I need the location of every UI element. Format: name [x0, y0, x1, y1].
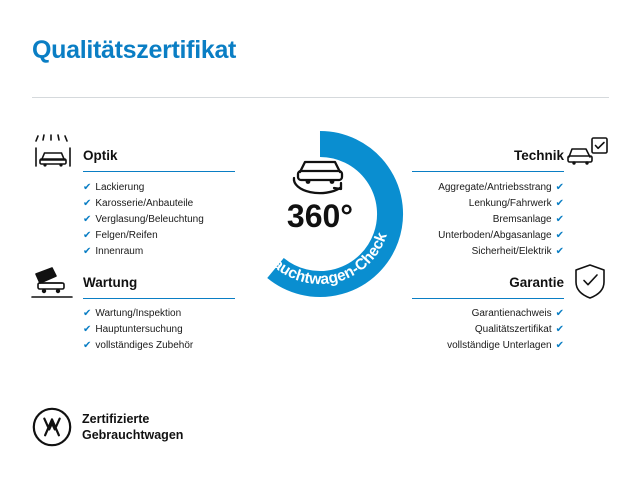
item-label: Bremsanlage [492, 214, 552, 225]
list-item [438, 228, 564, 244]
item-label: Qualitätszertifikat [474, 324, 552, 335]
list-item [438, 196, 564, 212]
section-rule-garantie [412, 298, 564, 299]
item-label: Felgen/Reifen [95, 230, 158, 241]
list-item [447, 322, 564, 338]
list-item [83, 196, 204, 212]
section-rule-optik [83, 171, 235, 172]
list-item [83, 244, 204, 260]
check-icon: ✔ [83, 246, 92, 257]
check-icon: ✔ [83, 198, 92, 209]
check-icon: ✔ [555, 324, 564, 335]
list-item [83, 322, 193, 338]
list-item [438, 180, 564, 196]
check-icon: ✔ [83, 340, 92, 351]
check-icon: ✔ [83, 230, 92, 241]
check-icon: ✔ [555, 246, 564, 257]
section-rule-wartung [83, 298, 235, 299]
footer-line-2: Gebrauchtwagen [82, 428, 184, 442]
gebrauchtwagen-check-badge [228, 122, 412, 306]
badge-ring-text: Gebrauchtwagen-Check [249, 229, 391, 289]
list-item [83, 306, 193, 322]
check-icon: ✔ [555, 230, 564, 241]
section-rule-technik [412, 171, 564, 172]
item-label: Innenraum [95, 246, 144, 257]
section-heading-wartung: Wartung [83, 275, 138, 290]
check-icon: ✔ [83, 182, 92, 193]
item-label: Verglasung/Beleuchtung [95, 214, 204, 225]
item-label: vollständiges Zubehör [95, 340, 194, 351]
check-icon: ✔ [83, 324, 92, 335]
footer-brand [32, 405, 292, 453]
item-label: Wartung/Inspektion [95, 308, 182, 319]
section-items-optik [83, 180, 204, 260]
item-label: Unterboden/Abgasanlage [438, 230, 552, 241]
item-label: Lackierung [95, 182, 145, 193]
section-heading-technik: Technik [513, 148, 564, 163]
check-icon: ✔ [555, 308, 564, 319]
item-label: Garantienachweis [471, 308, 552, 319]
list-item [447, 306, 564, 322]
item-label: Sicherheit/Elektrik [471, 246, 552, 257]
item-label: Karosserie/Anbauteile [95, 198, 194, 209]
car-wash-icon [30, 132, 76, 170]
car-lift-icon [28, 262, 76, 302]
title-divider [32, 97, 609, 98]
list-item [83, 228, 204, 244]
item-label: Hauptuntersuchung [95, 324, 183, 335]
vw-logo [32, 407, 72, 447]
page-title: Qualitätszertifikat [32, 36, 237, 64]
list-item [438, 244, 564, 260]
item-label: Aggregate/Antriebsstrang [438, 182, 552, 193]
check-icon: ✔ [83, 214, 92, 225]
section-items-wartung [83, 306, 193, 354]
list-item [438, 212, 564, 228]
section-items-garantie [447, 306, 564, 354]
check-icon: ✔ [83, 308, 92, 319]
list-item [83, 180, 204, 196]
footer-line-1: Zertifizierte [82, 412, 150, 426]
shield-check-icon [572, 262, 608, 302]
badge-degrees: 360° [286, 198, 354, 234]
section-heading-optik: Optik [83, 148, 118, 163]
list-item [83, 338, 193, 354]
section-heading-garantie: Garantie [509, 275, 564, 290]
item-label: Lenkung/Fahrwerk [468, 198, 552, 209]
footer-text [82, 411, 183, 443]
check-icon: ✔ [555, 340, 564, 351]
check-icon: ✔ [555, 214, 564, 225]
section-items-technik [438, 180, 564, 260]
item-label: vollständige Unterlagen [447, 340, 552, 351]
list-item [447, 338, 564, 354]
check-icon: ✔ [555, 198, 564, 209]
list-item [83, 212, 204, 228]
car-check-icon [566, 134, 610, 170]
check-icon: ✔ [555, 182, 564, 193]
